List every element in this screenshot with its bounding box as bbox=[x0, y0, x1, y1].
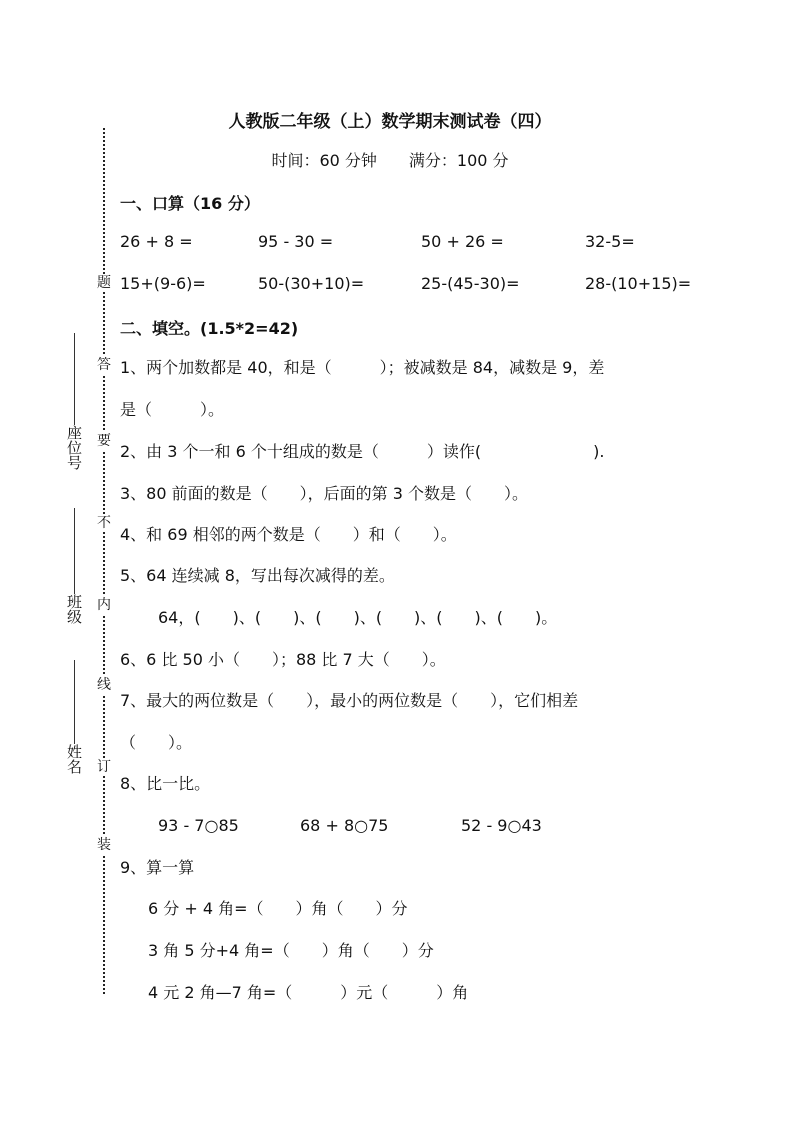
seat-number-label: 座位号 bbox=[65, 425, 83, 470]
compare-item: 93 - 7○85 bbox=[158, 816, 239, 835]
binding-dotted-line bbox=[103, 128, 105, 994]
class-blank[interactable] bbox=[74, 508, 75, 594]
compare-item: 52 - 9○43 bbox=[461, 816, 542, 835]
section1-heading: 一、口算（16 分） bbox=[120, 194, 260, 213]
question-5: 5、64 连续减 8，写出每次减得的差。 bbox=[120, 566, 395, 585]
binding-char: 不 bbox=[97, 515, 111, 531]
question-3: 3、80 前面的数是（ ），后面的第 3 个数是（ ）。 bbox=[120, 484, 528, 503]
question-5-blanks: 64，( )、( )、( )、( )、( )、( )。 bbox=[158, 608, 558, 627]
class-label: 班级 bbox=[65, 594, 83, 624]
compare-item: 68 + 8○75 bbox=[300, 816, 389, 835]
mental-math-item: 28-(10+15)= bbox=[585, 274, 692, 293]
calc-item: 3 角 5 分+4 角=（ ）角（ ）分 bbox=[148, 941, 434, 960]
binding-char: 内 bbox=[97, 597, 111, 613]
question-9: 9、算一算 bbox=[120, 858, 195, 877]
question-7: 7、最大的两位数是（ ），最小的两位数是（ ），它们相差 bbox=[120, 691, 579, 710]
calc-item: 6 分 + 4 角=（ ）角（ ）分 bbox=[148, 899, 408, 918]
seat-number-blank[interactable] bbox=[74, 333, 75, 425]
exam-title: 人教版二年级（上）数学期末测试卷（四） bbox=[228, 112, 552, 132]
question-8: 8、比一比。 bbox=[120, 774, 211, 793]
calc-item: 4 元 2 角—7 角=（ ）元（ ）角 bbox=[148, 983, 469, 1002]
mental-math-item: 26 + 8 = bbox=[120, 232, 193, 251]
mental-math-item: 15+(9-6)= bbox=[120, 274, 206, 293]
name-field[interactable] bbox=[64, 660, 84, 774]
mental-math-item: 32-5= bbox=[585, 232, 635, 251]
question-1-cont: 是（ ）。 bbox=[120, 400, 225, 419]
mental-math-item: 50 + 26 = bbox=[421, 232, 504, 251]
question-1: 1、两个加数都是 40，和是（ ）；被减数是 84，减数是 9，差 bbox=[120, 358, 605, 377]
binding-char: 线 bbox=[97, 677, 111, 693]
question-6: 6、6 比 50 小（ ）；88 比 7 大（ ）。 bbox=[120, 650, 446, 669]
class-field[interactable] bbox=[64, 508, 84, 624]
question-2: 2、由 3 个一和 6 个十组成的数是（ ）读作( ). bbox=[120, 442, 605, 461]
binding-char: 要 bbox=[97, 433, 111, 449]
mental-math-item: 25-(45-30)= bbox=[421, 274, 520, 293]
binding-char: 答 bbox=[97, 357, 111, 373]
section2-heading: 二、填空。(1.5*2=42) bbox=[120, 319, 299, 338]
binding-char: 题 bbox=[97, 275, 111, 291]
name-blank[interactable] bbox=[74, 660, 75, 744]
name-label: 姓名 bbox=[65, 744, 83, 774]
question-4: 4、和 69 相邻的两个数是（ ）和（ ）。 bbox=[120, 525, 457, 544]
binding-char: 装 bbox=[97, 837, 111, 853]
question-7-cont: （ ）。 bbox=[120, 733, 193, 752]
exam-subtitle: 时间：60 分钟 满分：100 分 bbox=[271, 151, 509, 170]
mental-math-item: 50-(30+10)= bbox=[258, 274, 365, 293]
mental-math-item: 95 - 30 = bbox=[258, 232, 334, 251]
seat-number-field[interactable] bbox=[64, 333, 84, 470]
binding-char: 订 bbox=[97, 759, 111, 775]
